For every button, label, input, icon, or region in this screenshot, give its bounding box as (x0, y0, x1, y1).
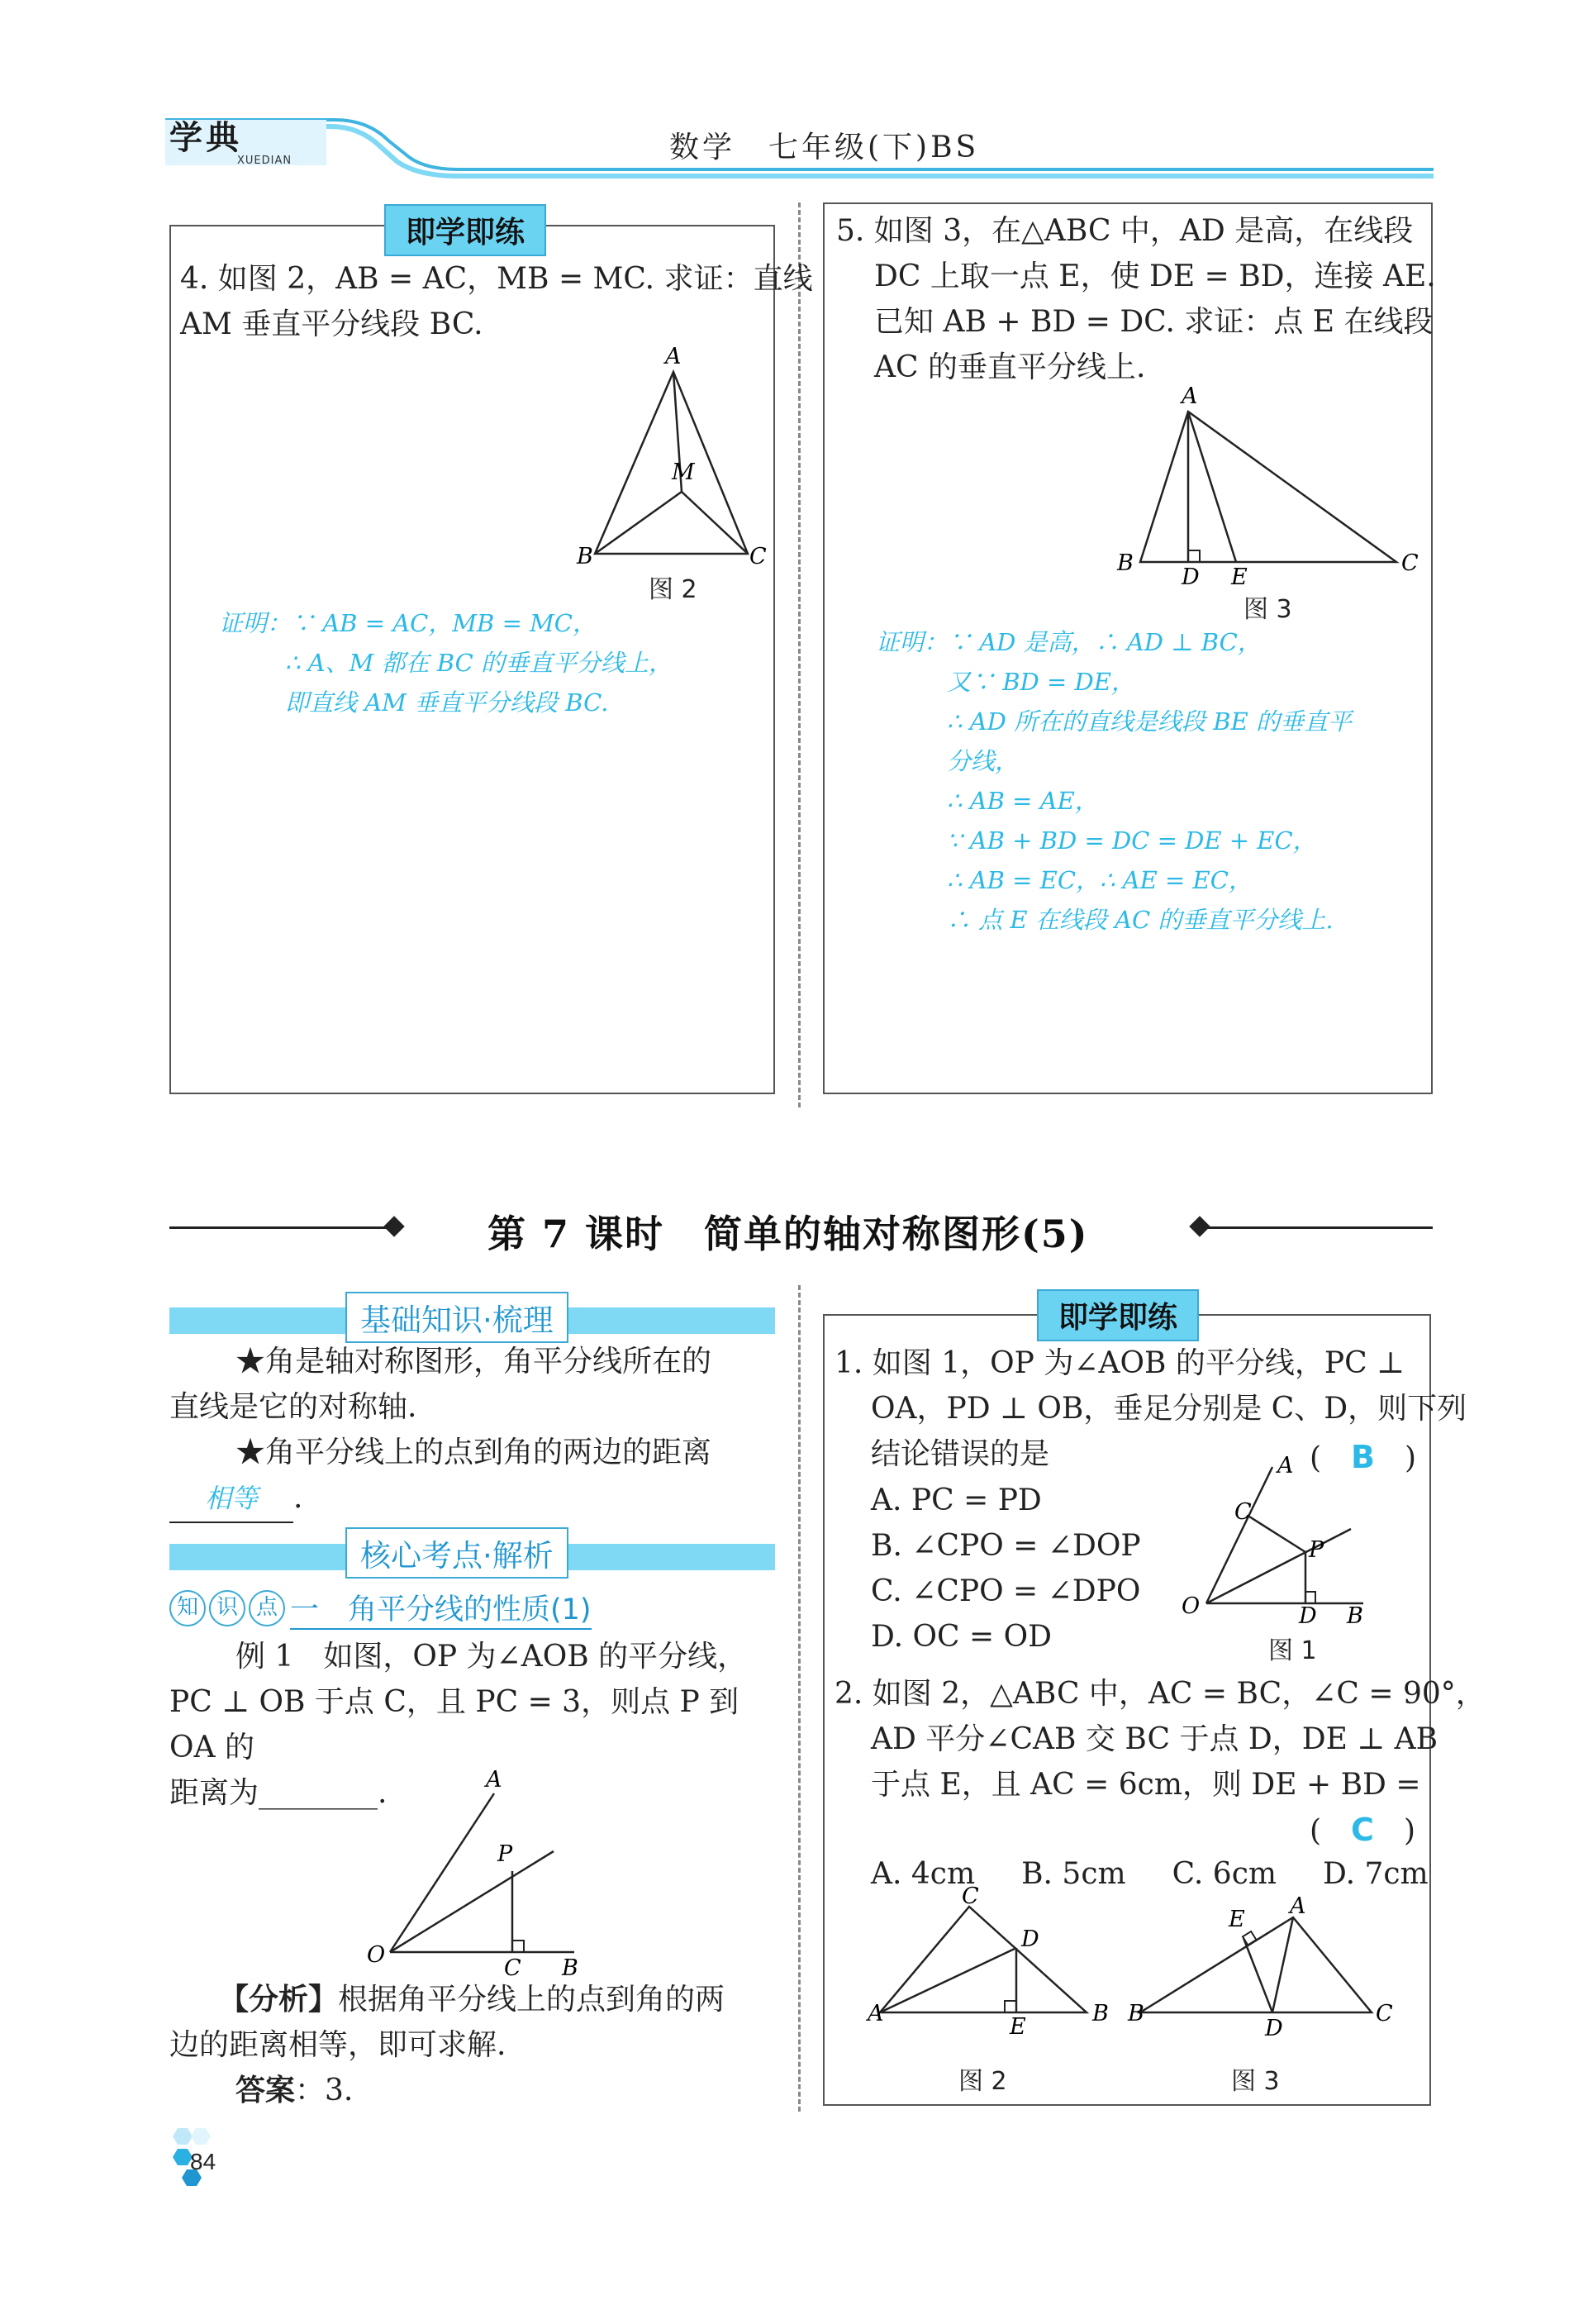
fill-answer: 相等 (169, 1476, 293, 1523)
question-2-line: AD 平分∠CAB 交 BC 于点 D，DE ⊥ AB (871, 1722, 1438, 1756)
label-O: O (1182, 1593, 1201, 1619)
label-D: D (1265, 2016, 1283, 2041)
answer-line: 又∵ BD = DE， (947, 668, 1135, 696)
figure-2b-diagram (868, 1883, 1109, 2045)
answer-line: 证明：∵ AD 是高，∴ AD ⊥ BC， (876, 628, 1262, 656)
analysis (169, 1977, 781, 2113)
knowledge-badge: 点 (249, 1590, 285, 1626)
label-P: P (1309, 1537, 1324, 1563)
option: A. 4cm (871, 1857, 976, 1891)
figure-2b-caption: 图 2 (958, 2067, 1007, 2096)
column-divider-bottom (798, 1285, 801, 2112)
option: D. OC = OD (871, 1620, 1052, 1654)
label-A: A (1182, 383, 1198, 409)
basic-knowledge-text: ★角是轴对称图形，角平分线所在的 直线是它的对称轴. ★角平分线上的点到角的两边的距离 相等 . (169, 1339, 777, 1523)
question-2-line: 2. 如图 2，△ABC 中，AC = BC，∠C = 90°， (835, 1677, 1486, 1711)
knowledge-badge: 知 (169, 1590, 206, 1626)
figure-1-caption: 图 1 (1268, 1636, 1317, 1665)
label-C: C (504, 1955, 521, 1981)
question-4 (180, 256, 813, 347)
answer-line: ∴ AB = AE， (947, 787, 1099, 815)
question-1-line: 结论错误的是 (871, 1437, 1050, 1471)
basic-line: ★角平分线上的点到角的两边的距离 (235, 1436, 712, 1469)
analysis-line: 根据角平分线上的点到角的两 (338, 1983, 725, 2017)
figure-1-diagram (1173, 1455, 1405, 1628)
label-A: A (1277, 1453, 1294, 1479)
knowledge-title: 一 角平分线的性质(1) (290, 1587, 592, 1630)
practice-tag-top-left: 即学即练 (384, 204, 546, 256)
label-E: E (1231, 564, 1248, 590)
knowledge-point-heading (169, 1590, 592, 1626)
label-B: B (1347, 1603, 1363, 1629)
practice-tag-bottom-right: 即学即练 (1037, 1289, 1199, 1341)
basic-line: ★角是轴对称图形，角平分线所在的 (235, 1345, 712, 1379)
question-5-line: AC 的垂直平分线上. (874, 350, 1146, 384)
label-M: M (672, 460, 695, 485)
label-C: C (1376, 2001, 1393, 2026)
answer-line: ∴ AD 所在的直线是线段 BE 的垂直平 (947, 707, 1352, 736)
label-A: A (1290, 1893, 1306, 1919)
question-4-line: AM 垂直平分线段 BC. (180, 307, 483, 341)
answer-heading: 答案 (235, 2073, 296, 2107)
question-1-line: OA，PD ⊥ OB，垂足分别是 C、D，则下列 (871, 1392, 1467, 1426)
answer-line: ∴ A、M 都在 BC 的垂直平分线上， (285, 649, 673, 677)
question-2-options (871, 1851, 1429, 1897)
label-C: C (749, 544, 767, 569)
label-P: P (497, 1841, 513, 1867)
question-5-line: DC 上取一点 E，使 DE = BD，连接 AE. (874, 260, 1436, 293)
answer-line: ∴ 点 E 在线段 AC 的垂直平分线上. (947, 906, 1334, 934)
brand-title: 学典 (169, 118, 242, 157)
question-5 (836, 208, 1436, 390)
option: D. 7cm (1323, 1857, 1429, 1891)
figure-2-caption: 图 2 (649, 575, 697, 604)
diamond-icon (383, 1216, 404, 1236)
label-C: C (962, 1883, 979, 1909)
figure-3-diagram (1099, 383, 1429, 590)
answer-line: 证明：∵ AB = AC，MB = MC， (219, 609, 597, 637)
page-number: 84 (190, 2149, 216, 2174)
label-D: D (1182, 564, 1200, 590)
question-2-line: 于点 E，且 AC = 6cm，则 DE + BD = (871, 1768, 1421, 1802)
label-E: E (1010, 2014, 1026, 2040)
answer-4 (219, 603, 673, 722)
answer-value: ：3. (295, 2074, 354, 2107)
label-D: D (1021, 1926, 1039, 1952)
answer-line: 即直线 AM 垂直平分线段 BC. (285, 688, 609, 717)
analysis-line: 边的距离相等，即可求解. (169, 2028, 506, 2062)
option: B. ∠CPO = ∠DOP (871, 1529, 1141, 1563)
figure-2-diagram (570, 344, 777, 579)
question-4-line: 4. 如图 2，AB = AC，MB = MC. 求证：直线 (180, 262, 813, 296)
label-E: E (1229, 1907, 1245, 1932)
example-line: 例 1 如图，OP 为∠AOB 的平分线， (235, 1640, 748, 1674)
label-A: A (665, 344, 682, 369)
answer-line: ∵ AB + BD = DC = DE + EC， (947, 826, 1317, 855)
answer-line: ∴ AB = EC，∴ AE = EC， (947, 866, 1253, 894)
basic-line: 直线是它的对称轴. (169, 1390, 417, 1424)
header-subject: 数学 七年级(下)BS (669, 131, 980, 164)
brand-subtitle: XUEDIAN (237, 155, 292, 167)
label-B: B (1092, 2001, 1109, 2026)
q2-answer: C (1351, 1812, 1374, 1848)
answer-5 (876, 622, 1352, 940)
brand-logo (169, 112, 310, 174)
example-figure (355, 1767, 603, 1983)
q1-answer: B (1351, 1439, 1376, 1475)
knowledge-badge: 识 (209, 1590, 245, 1626)
option: B. 5cm (1021, 1857, 1126, 1891)
example-line: PC ⊥ OB 于点 C，且 PC = 3，则点 P 到 OA 的 (169, 1685, 739, 1764)
option: C. ∠CPO = ∠DPO (871, 1574, 1141, 1608)
label-A: A (486, 1767, 502, 1793)
section-rule-left (169, 1226, 392, 1229)
label-B: B (577, 544, 593, 569)
label-A: A (868, 2001, 884, 2026)
label-D: D (1299, 1603, 1317, 1629)
figure-3-caption: 图 3 (1243, 595, 1292, 624)
option: C. 6cm (1172, 1857, 1277, 1891)
figure-3b-caption: 图 3 (1231, 2067, 1280, 2096)
section-rule-right (1202, 1226, 1433, 1229)
question-5-line: 5. 如图 3，在△ABC 中，AD 是高，在线段 (836, 214, 1414, 248)
q2-answer-bracket: ( C ) (1310, 1812, 1415, 1848)
section-title: 第 7 课时 简单的轴对称图形(5) (487, 1212, 1089, 1256)
question-1-line: 1. 如图 1，OP 为∠AOB 的平分线，PC ⊥ (835, 1346, 1405, 1380)
label-O: O (367, 1942, 386, 1968)
q1-answer-bracket: ( B ) (1310, 1439, 1417, 1475)
basic-knowledge-tag: 基础知识·梳理 (345, 1292, 568, 1343)
option: A. PC = PD (871, 1483, 1042, 1517)
question-2 (835, 1671, 1486, 1807)
core-points-tag: 核心考点·解析 (345, 1527, 568, 1579)
question-1-options (871, 1478, 1141, 1660)
example-line: 距离为________. (169, 1776, 388, 1810)
question-5-line: 已知 AB + BD = DC. 求证：点 E 在线段 (874, 305, 1434, 339)
label-B: B (1128, 2001, 1144, 2026)
figure-3b-diagram (1128, 1893, 1400, 2045)
answer-line: 分线， (947, 747, 1020, 775)
label-B: B (562, 1955, 578, 1981)
analysis-heading: 【分析】 (219, 1982, 339, 2017)
label-C: C (1401, 550, 1419, 576)
label-C: C (1234, 1499, 1252, 1525)
label-B: B (1117, 550, 1134, 576)
